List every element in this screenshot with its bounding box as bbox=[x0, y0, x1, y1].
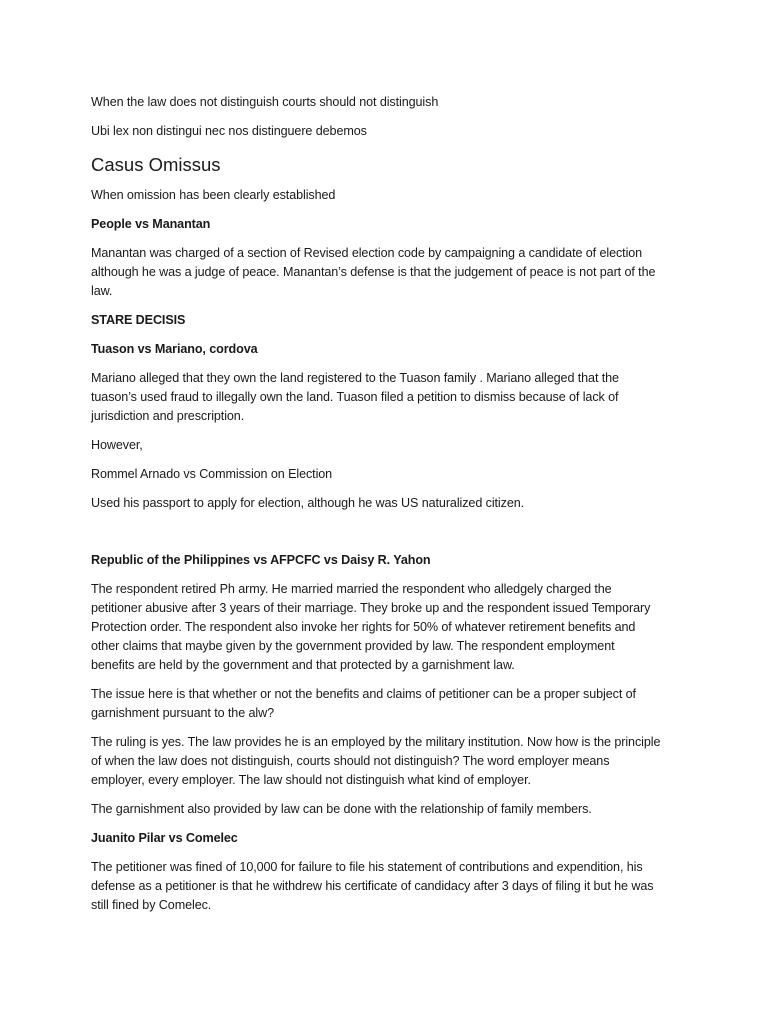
heading-casus-omissus: Casus Omissus bbox=[91, 154, 221, 175]
text-line: other claims that maybe given by the government provided by law. The respondent employment bbox=[91, 639, 615, 653]
however-text: However, bbox=[91, 438, 143, 452]
text-line: law. bbox=[91, 284, 113, 298]
text-line: jurisdiction and prescription. bbox=[91, 409, 245, 423]
text-line: The ruling is yes. The law provides he is an employed by the military institution. Now how is the principle bbox=[91, 735, 661, 749]
document-page bbox=[91, 93, 691, 915]
case-body-yahon-facts bbox=[91, 580, 691, 675]
text-line: although he was a judge of peace. Manantan’s defense is that the judgement of peace is not part of the bbox=[91, 265, 656, 279]
case-body-yahon-garnishment: The garnishment also provided by law can be done with the relationship of family members. bbox=[91, 802, 592, 816]
latin-maxim: Ubi lex non distingui nec nos distinguere debemos bbox=[91, 124, 367, 138]
case-body-tuason bbox=[91, 369, 691, 426]
case-title-tuason: Tuason vs Mariano, cordova bbox=[91, 342, 258, 356]
principle-text: When the law does not distinguish courts should not distinguish bbox=[91, 95, 439, 109]
text-line: still fined by Comelec. bbox=[91, 898, 212, 912]
case-title-manantan: People vs Manantan bbox=[91, 217, 211, 231]
text-line: benefits are held by the government and that protected by a garnishment law. bbox=[91, 658, 515, 672]
text-line: The issue here is that whether or not the benefits and claims of petitioner can be a proper subject of bbox=[91, 687, 636, 701]
case-title-arnado: Rommel Arnado vs Commission on Election bbox=[91, 467, 333, 481]
text-line: defense as a petitioner is that he withdrew his certificate of candidacy after 3 days of filing it but he was bbox=[91, 879, 654, 893]
text-line: employer, every employer. The law should not distinguish what kind of employer. bbox=[91, 773, 531, 787]
text-line: The petitioner was fined of 10,000 for failure to file his statement of contributions and expendition, his bbox=[91, 860, 643, 874]
text-line: tuason’s used fraud to illegally own the land. Tuason filed a petition to dismiss because of lack of bbox=[91, 390, 619, 404]
text-line: Mariano alleged that they own the land registered to the Tuason family . Mariano alleged that the bbox=[91, 371, 619, 385]
text-line: The respondent retired Ph army. He married married the respondent who alledgely charged the bbox=[91, 582, 612, 596]
case-title-yahon: Republic of the Philippines vs AFPCFC vs Daisy R. Yahon bbox=[91, 553, 431, 567]
case-body-pilar bbox=[91, 858, 691, 915]
text-line: garnishment pursuant to the alw? bbox=[91, 706, 275, 720]
casus-description: When omission has been clearly established bbox=[91, 188, 336, 202]
case-body-manantan bbox=[91, 244, 691, 301]
case-body-yahon-ruling bbox=[91, 733, 691, 790]
text-line: of when the law does not distinguish, courts should not distinguish? The word employer means bbox=[91, 754, 610, 768]
case-title-pilar: Juanito Pilar vs Comelec bbox=[91, 831, 238, 845]
text-line: Manantan was charged of a section of Revised election code by campaigning a candidate of election bbox=[91, 246, 643, 260]
text-line: Protection order. The respondent also invoke her rights for 50% of whatever retirement benefits and bbox=[91, 620, 636, 634]
case-body-yahon-issue bbox=[91, 685, 691, 723]
heading-stare-decisis: STARE DECISIS bbox=[91, 313, 186, 327]
text-line: petitioner abusive after 3 years of their marriage. They broke up and the respondent issued Temporary bbox=[91, 601, 651, 615]
case-body-arnado: Used his passport to apply for election, although he was US naturalized citizen. bbox=[91, 496, 525, 510]
